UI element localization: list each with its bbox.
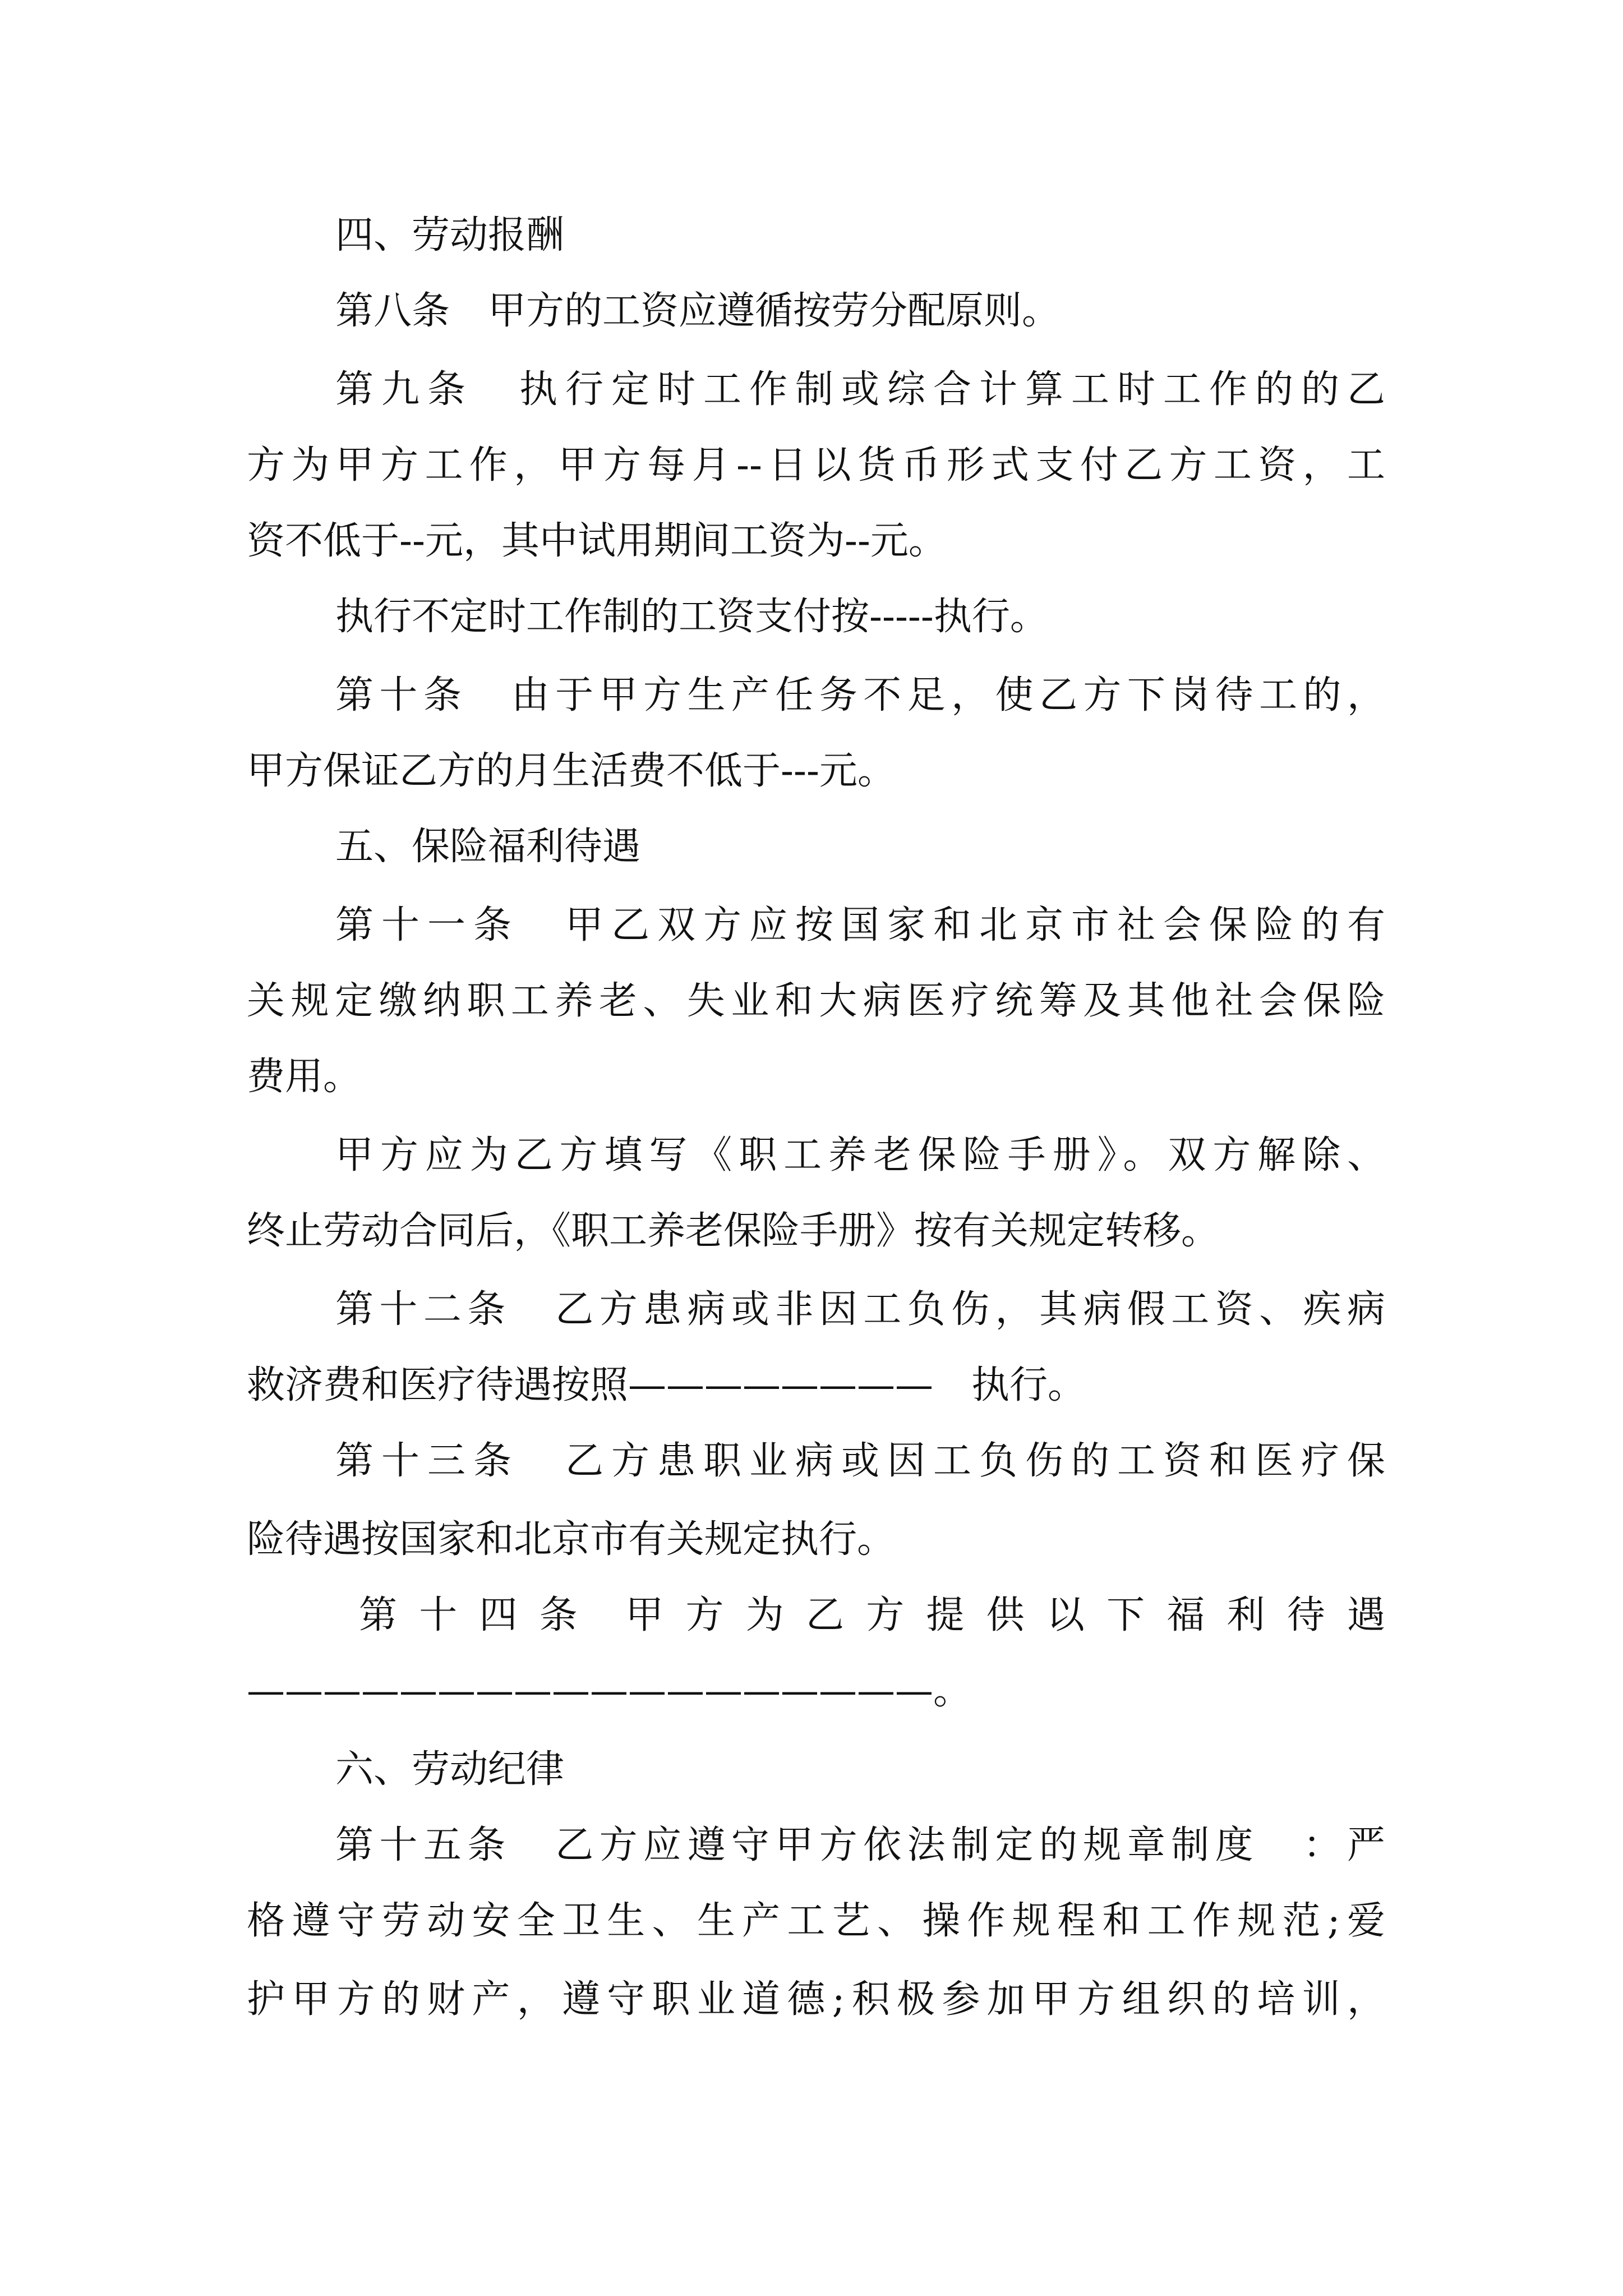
article-9-line-3: 资不低于--元，其中试用期间工资为--元。: [247, 519, 947, 563]
article-11-paragraph-2-line-1: 甲方应为乙方填写《职工养老保险手册》。双方解除、: [335, 1133, 1385, 1177]
article-10-line-1: 第十条 由于甲方生产任务不足，使乙方下岗待工的，: [335, 673, 1385, 717]
section-heading-insurance-welfare: 五、保险福利待遇: [335, 825, 641, 869]
article-9-paragraph-2: 执行不定时工作制的工资支付按-----执行。: [335, 595, 1048, 639]
article-15-line-3: 护甲方的财产，遵守职业道德;积极参加甲方组织的培训，: [247, 1977, 1385, 2022]
article-15-line-1: 第十五条 乙方应遵守甲方依法制定的规章制度 ：严: [335, 1823, 1385, 1867]
article-14-line-1: 第 十 四 条 甲 方 为 乙 方 提 供 以 下 福 利 待 遇: [359, 1593, 1385, 1637]
article-14-line-2: ——————————————————。: [247, 1669, 972, 1713]
article-13-line-1: 第十三条 乙方患职业病或因工负伤的工资和医疗保: [335, 1439, 1385, 1483]
article-10-line-2: 甲方保证乙方的月生活费不低于---元。: [247, 749, 896, 793]
section-heading-labor-discipline: 六、劳动纪律: [335, 1747, 565, 1792]
article-12-line-2: 救济费和医疗待遇按照———————— 执行。: [247, 1363, 1086, 1407]
article-13-line-2: 险待遇按国家和北京市有关规定执行。: [247, 1517, 896, 1562]
article-11-line-1: 第十一条 甲乙双方应按国家和北京市社会保险的有: [335, 903, 1385, 947]
article-9-line-2: 方为甲方工作，甲方每月--日以货币形式支付乙方工资，工: [247, 443, 1385, 487]
article-11-line-2: 关规定缴纳职工养老、失业和大病医疗统筹及其他社会保险: [247, 979, 1385, 1023]
article-11-paragraph-2-line-2: 终止劳动合同后，《职工养老保险手册》按有关规定转移。: [247, 1209, 1220, 1253]
article-8: 第八条 甲方的工资应遵循按劳分配原则。: [335, 289, 1061, 333]
article-11-line-3: 费用。: [247, 1055, 362, 1099]
article-15-line-2: 格遵守劳动安全卫生、生产工艺、操作规程和工作规范;爱: [247, 1899, 1385, 1943]
section-heading-labor-pay: 四、劳动报酬: [335, 213, 565, 257]
article-12-line-1: 第十二条 乙方患病或非因工负伤，其病假工资、疾病: [335, 1287, 1385, 1332]
article-9-line-1: 第九条 执行定时工作制或综合计算工时工作的的乙: [335, 367, 1385, 412]
